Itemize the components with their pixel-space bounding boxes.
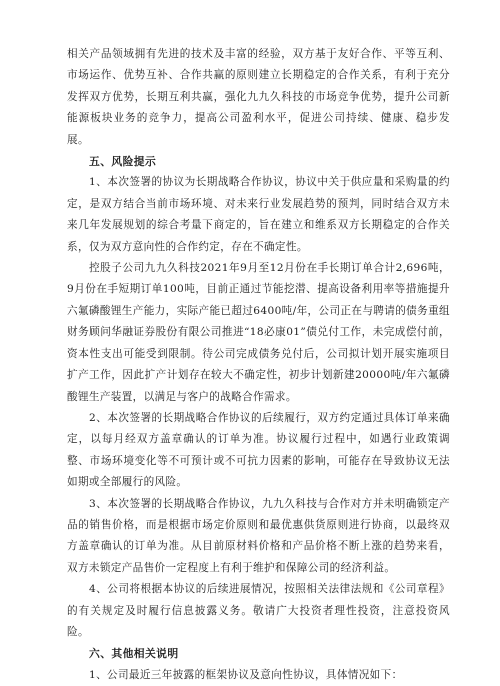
risk-2-paragraph: 2、本次签署的长期战略合作协议的后续履行，双方约定通过具体订单来确定，以每月经双方盖章确认的订单为准。协议履行过程中，如遇行业政策调整、市场环境变化等不可预计或不可抗力因素的影响，可能存在导致协议无法如期或全部履行的风险。 bbox=[67, 411, 450, 489]
section-6-heading: 六、其他相关说明 bbox=[89, 647, 179, 661]
other-1-paragraph: 1、公司最近三年披露的框架协议及意向性协议，具体情况如下： bbox=[89, 668, 403, 681]
intro-paragraph: 相关产品领域拥有先进的技术及丰富的经验，双方基于友好合作、平等互利、市场运作、优势互补、合作共赢的原则建立长期稳定的合作关系，有利于充分发挥双方优势，长期互利共赢，强化九九久科技的市场竞争优势，提升公司新能源板块业务的竞争力，提高公司盈利水平，促进公司持续、健康、稳步发展。 bbox=[67, 48, 450, 146]
risk-3-paragraph: 3、本次签署的长期战略合作协议，九九久科技与合作对方并未明确锁定产品的销售价格，而是根据市场定价原则和最优惠供货原则进行协商，以最终双方盖章确认的订单为准。从目前原材料价格和产品价格不断上涨的趋势来看，双方未锁定产品售价一定程度上有利于维护和保障公司的经济利益。 bbox=[67, 497, 450, 574]
section-5-heading: 五、风险提示 bbox=[89, 155, 157, 169]
risk-1-paragraph: 1、本次签署的协议为长期战略合作协议，协议中关于供应量和采购量的约定，是双方结合当前市场环境、对未来行业发展趋势的预判，同时结合双方未来几年发展规划的综合考量下商定的，旨在建立和维系双方长期稳定的合作关系，仅为双方意向性的合作约定，存在不确定性。 bbox=[67, 176, 450, 253]
holding-subsidiary-paragraph: 控股子公司九九久科技2021年9月至12月份在手长期订单合计2,696吨，9月份在手短期订单100吨，目前正通过节能挖潜、提高设备利用率等措施提升六氟磷酸锂生产能力，实际产能已超过6400吨/年，公司正在与聘请的债务重组财务顾问华融证券股份有限公司推进“18必康01”债兑付工作，未完成偿付前，资本性支出可能受到限制。待公司完成债务兑付后，公司拟计划开展实施项目扩产工作，因此扩产计划存在较大不确定性，初步计划新建20000吨/年六氟磷酸锂生产装置，以满足与客户的战略合作需求。 bbox=[67, 262, 450, 403]
risk-4-paragraph: 4、公司将根据本协议的后续进展情况，按照相关法律法规和《公司章程》的有关规定及时履行信息披露义务。敬请广大投资者理性投资，注意投资风险。 bbox=[67, 583, 450, 638]
